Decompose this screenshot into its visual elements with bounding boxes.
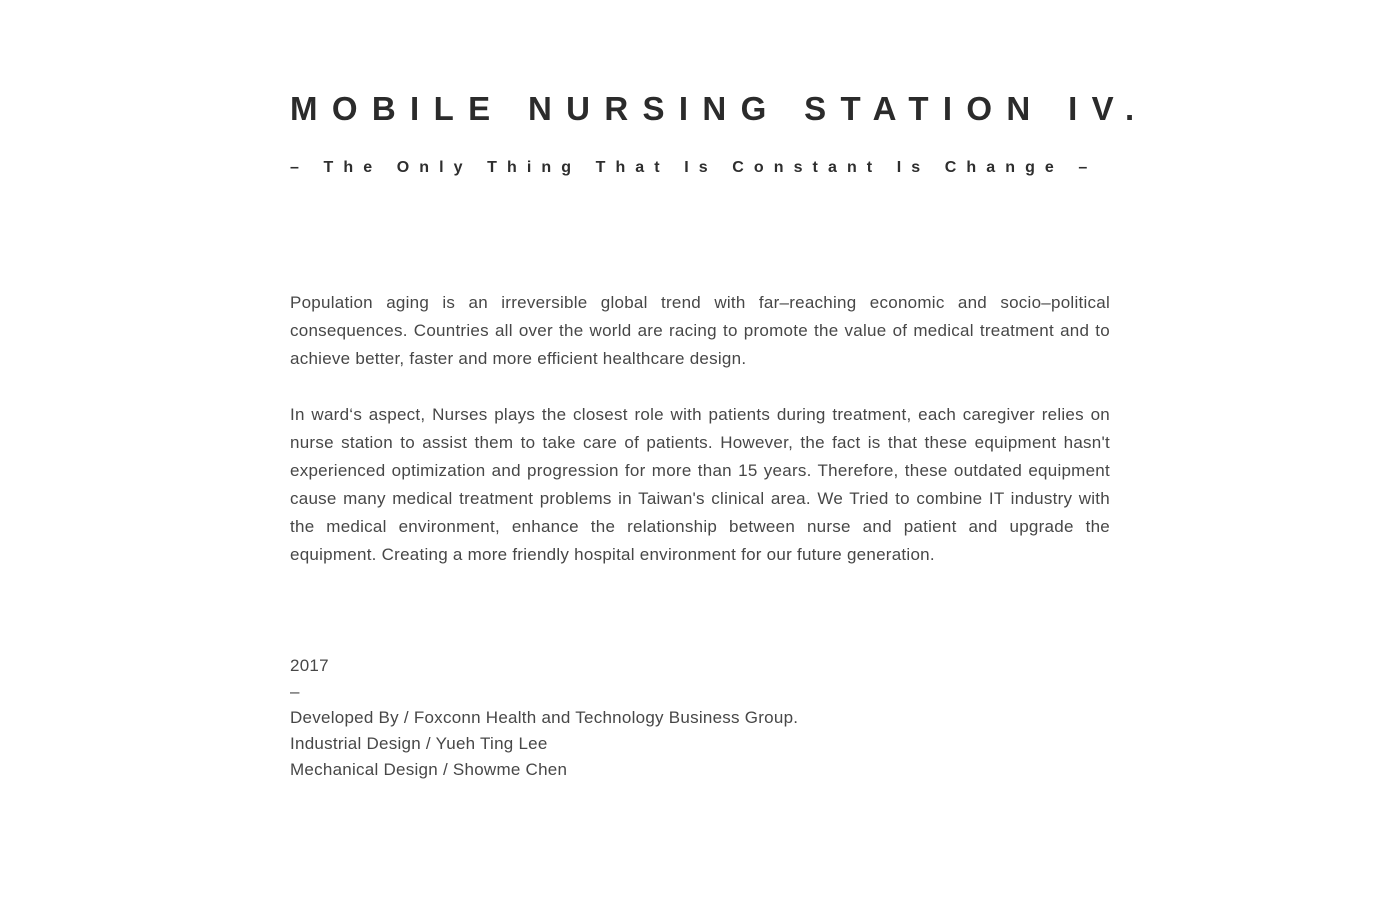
credits-year: 2017 bbox=[290, 656, 329, 675]
page-subtitle: – The Only Thing That Is Constant Is Change – bbox=[290, 159, 1098, 176]
credits-divider: – bbox=[290, 682, 300, 701]
page-title: MOBILE NURSING STATION IV. bbox=[290, 90, 1149, 127]
credit-line-industrial-design: Industrial Design / Yueh Ting Lee bbox=[290, 734, 548, 753]
credit-line-developer: Developed By / Foxconn Health and Technology Business Group. bbox=[290, 708, 799, 727]
intro-paragraph: Population aging is an irreversible global trend with far–reaching economic and socio–political consequences. Countries all over the world are racing to promote the value of medical treatment and to achieve better, faster and more efficient healthcare design. bbox=[290, 293, 1110, 368]
article-content bbox=[290, 0, 1149, 783]
body-text bbox=[290, 289, 1110, 569]
description-paragraph: In ward‘s aspect, Nurses plays the closest role with patients during treatment, each caregiver relies on nurse station to assist them to take care of patients. However, the fact is that these equipment hasn't experienced optimization and progression for more than 15 years. Therefore, these outdated equipment cause many medical treatment problems in Taiwan's clinical area. We Tried to combine IT industry with the medical environment, enhance the relationship between nurse and patient and upgrade the equipment. Creating a more friendly hospital environment for our future generation. bbox=[290, 405, 1110, 564]
credits-block bbox=[290, 653, 1110, 783]
credit-line-mechanical-design: Mechanical Design / Showme Chen bbox=[290, 760, 568, 779]
